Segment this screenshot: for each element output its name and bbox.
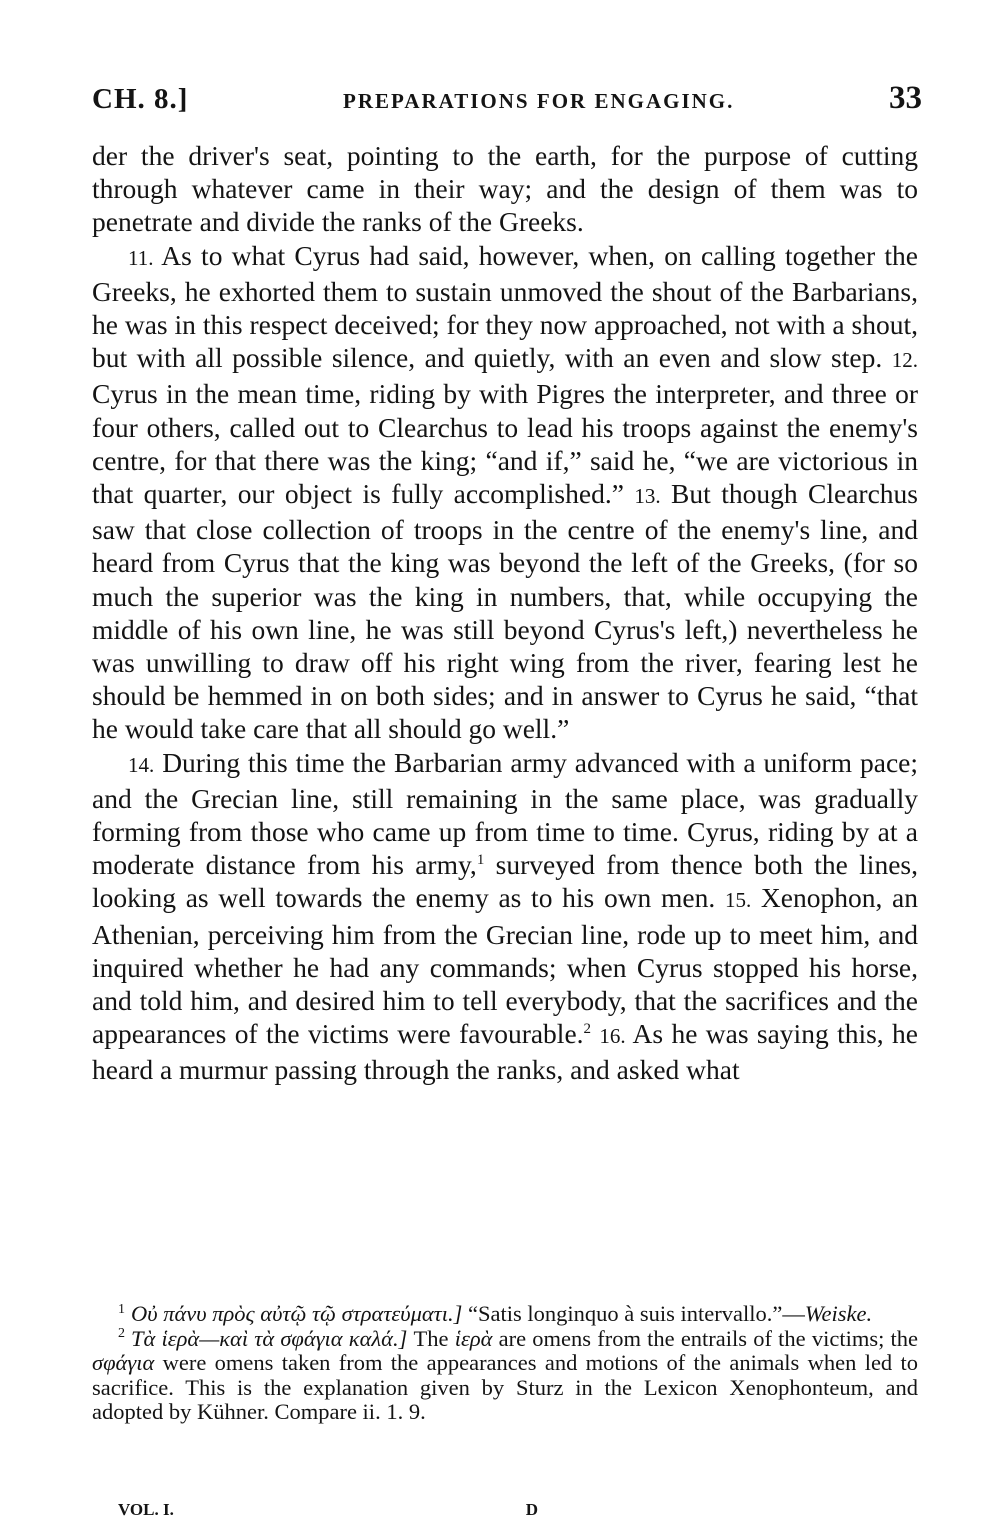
footnote-ref-1: 1 — [476, 852, 485, 869]
footnotes — [92, 1302, 918, 1425]
running-title: PREPARATIONS FOR ENGAGING. — [343, 89, 735, 113]
footnote-2-text-2: are omens from the entrails of the victims; the — [492, 1325, 918, 1351]
footnote-1 — [92, 1302, 918, 1327]
paragraph-3-text-c: Xenophon, an Athenian, perceiving him from the Grecian line, rode up to meet him, and inquired whether he had any commands; when Cyrus stopped his horse, and told him, and desired him to tell everybody, that the sacrifices and the appearances of the victims were favourable. — [92, 882, 918, 1050]
signature-mark: D — [525, 1500, 538, 1519]
paragraph-1: der the driver's seat, pointing to the earth, for the purpose of cutting through whatever came in their way; and the design of them was to penetrate and divide the ranks of the Greeks. — [92, 140, 918, 238]
page-number: 33 — [889, 80, 922, 116]
main-text — [92, 139, 918, 1087]
footnote-1-text: “Satis longinquo à suis intervallo.”— — [462, 1301, 805, 1326]
section-number-15: 15. — [724, 888, 752, 913]
section-number-13: 13. — [634, 484, 661, 509]
paragraph-2 — [92, 239, 918, 746]
signature-line — [118, 1500, 538, 1520]
footnote-2-greek-2: ἱερὰ — [454, 1325, 493, 1351]
paragraph-3-text-a: During this time the Barbarian army advanced with a uniform pace; and the Grecian line, still remaining in the same place, was gradually forming from those who came up from time to time. Cyrus, riding by at a moderate distance from his army, — [92, 746, 919, 881]
paragraph-2-text-c: But though Clearchus saw that close collection of troops in the centre of the enemy's line, and heard from Cyrus that the king was beyond the left of the Greeks, (for so much the superior was the king in numbers, that, while occupying the middle of his own line, he was still beyond Cyrus's left,) nevertheless he was unwilling to draw off his right wing from the river, fearing lest he should be hemmed in on both sides; and in answer to Cyrus he said, “that he would take care that all should go well.” — [92, 478, 918, 745]
footnote-2-greek-3: σφάγια — [92, 1350, 155, 1376]
section-number-12: 12. — [891, 348, 918, 373]
footnote-2 — [92, 1327, 918, 1425]
footnote-1-mark: 1 — [118, 1301, 125, 1317]
footnote-1-greek: Οὐ πάνυ πρὸς αὐτῷ τῷ στρατεύματι.] — [131, 1301, 463, 1326]
paragraph-3-text-d: As he was saying this, he heard a murmur passing through the ranks, and asked what — [92, 1018, 918, 1086]
paragraph-2-text-a: As to what Cyrus had said, however, when, on calling together the Greeks, he exhorted them to sustain unmoved the shout of the Barbarians, he was in this respect deceived; for they now approached, not with a shout, but with all possible silence, and quietly, with an even and slow step. — [92, 239, 918, 374]
paragraph-3-text-b: surveyed from thence both the lines, looking as well towards the enemy as to his own men. — [92, 849, 918, 914]
chapter-label: CH. 8.] — [92, 83, 189, 115]
footnote-ref-2: 2 — [583, 1021, 592, 1038]
footnote-1-source: Weiske. — [804, 1301, 873, 1326]
footnote-2-mark: 2 — [118, 1326, 125, 1342]
paragraph-2-text-b: Cyrus in the mean time, riding by with Pigres the interpreter, and three or four others, called out to Clearchus to lead his troops against the enemy's centre, for that there was the king; “and if,” said he, “we are victorious in that quarter, our object is fully accomplished.” — [92, 378, 918, 510]
footnote-2-greek: Τὰ ἱερὰ—καὶ τὰ σφάγια καλά.] — [131, 1325, 408, 1351]
section-number-11: 11. — [128, 245, 154, 270]
section-number-16: 16. — [599, 1024, 626, 1049]
footnote-2-text-3: were omens taken from the appearances and motions of the animals when led to sacrifice. This is the explanation given by Sturz in the Lexicon Xenophonteum, and adopted by Kühner. Compare ii. 1. 9. — [92, 1350, 918, 1425]
volume-label: VOL. I. — [118, 1500, 174, 1519]
footnote-2-text-1: The — [407, 1325, 455, 1351]
running-header — [92, 80, 922, 120]
section-number-14: 14. — [128, 752, 155, 777]
paragraph-3 — [92, 746, 918, 1087]
